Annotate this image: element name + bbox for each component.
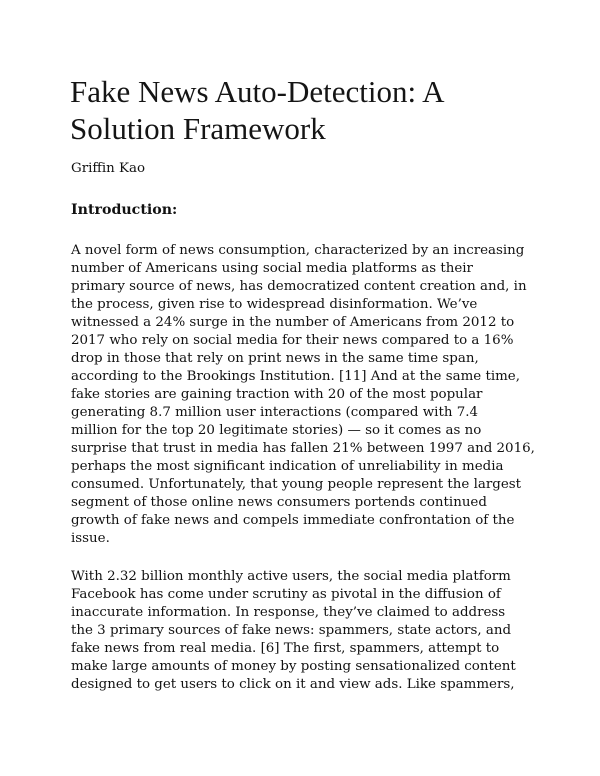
text-line: issue. [71,531,110,546]
intro-paragraph-2 [71,568,541,694]
section-heading: Introduction: [71,202,178,218]
text-line: inaccurate information. In response, they’ve claimed to address [71,605,506,620]
text-line: primary source of news, has democratized content creation and, in [71,279,527,294]
text-line: segment of those online news consumers portends continued [71,495,487,510]
text-line: growth of fake news and compels immediate confrontation of the [71,513,515,528]
text-line: Facebook has come under scrutiny as pivotal in the diffusion of [71,587,501,602]
author-name: Griffin Kao [71,161,146,176]
text-line: A novel form of news consumption, characterized by an increasing [71,243,525,258]
title-line: Solution Framework [70,111,326,146]
text-line: consumed. Unfortunately, that young people represent the largest [71,477,522,492]
title-line: Fake News Auto-Detection: A [70,74,445,109]
text-line: make large amounts of money by posting sensationalized content [71,659,516,674]
paper-title [70,73,540,147]
text-line: according to the Brookings Institution. [11] And at the same time, [71,369,520,384]
text-line: number of Americans using social media platforms as their [71,261,473,276]
text-line: million for the top 20 legitimate stories) — so it comes as no [71,423,482,438]
text-line: perhaps the most significant indication of unreliability in media [71,459,504,474]
text-line: With 2.32 billion monthly active users, the social media platform [71,569,511,584]
text-line: the 3 primary sources of fake news: spammers, state actors, and [71,623,512,638]
text-line: drop in those that rely on print news in the same time span, [71,351,479,366]
text-line: fake news from real media. [6] The first, spammers, attempt to [71,641,500,656]
intro-paragraph-1 [71,242,541,548]
text-line: generating 8.7 million user interactions (compared with 7.4 [71,405,479,420]
text-line: fake stories are gaining traction with 20 of the most popular [71,387,483,402]
text-line: witnessed a 24% surge in the number of Americans from 2012 to [71,315,515,330]
text-line: 2017 who rely on social media for their news compared to a 16% [71,333,514,348]
text-line: surprise that trust in media has fallen 21% between 1997 and 2016, [71,441,535,456]
text-line: the process, given rise to widespread disinformation. We’ve [71,297,478,312]
text-line: designed to get users to click on it and view ads. Like spammers, [71,677,515,692]
